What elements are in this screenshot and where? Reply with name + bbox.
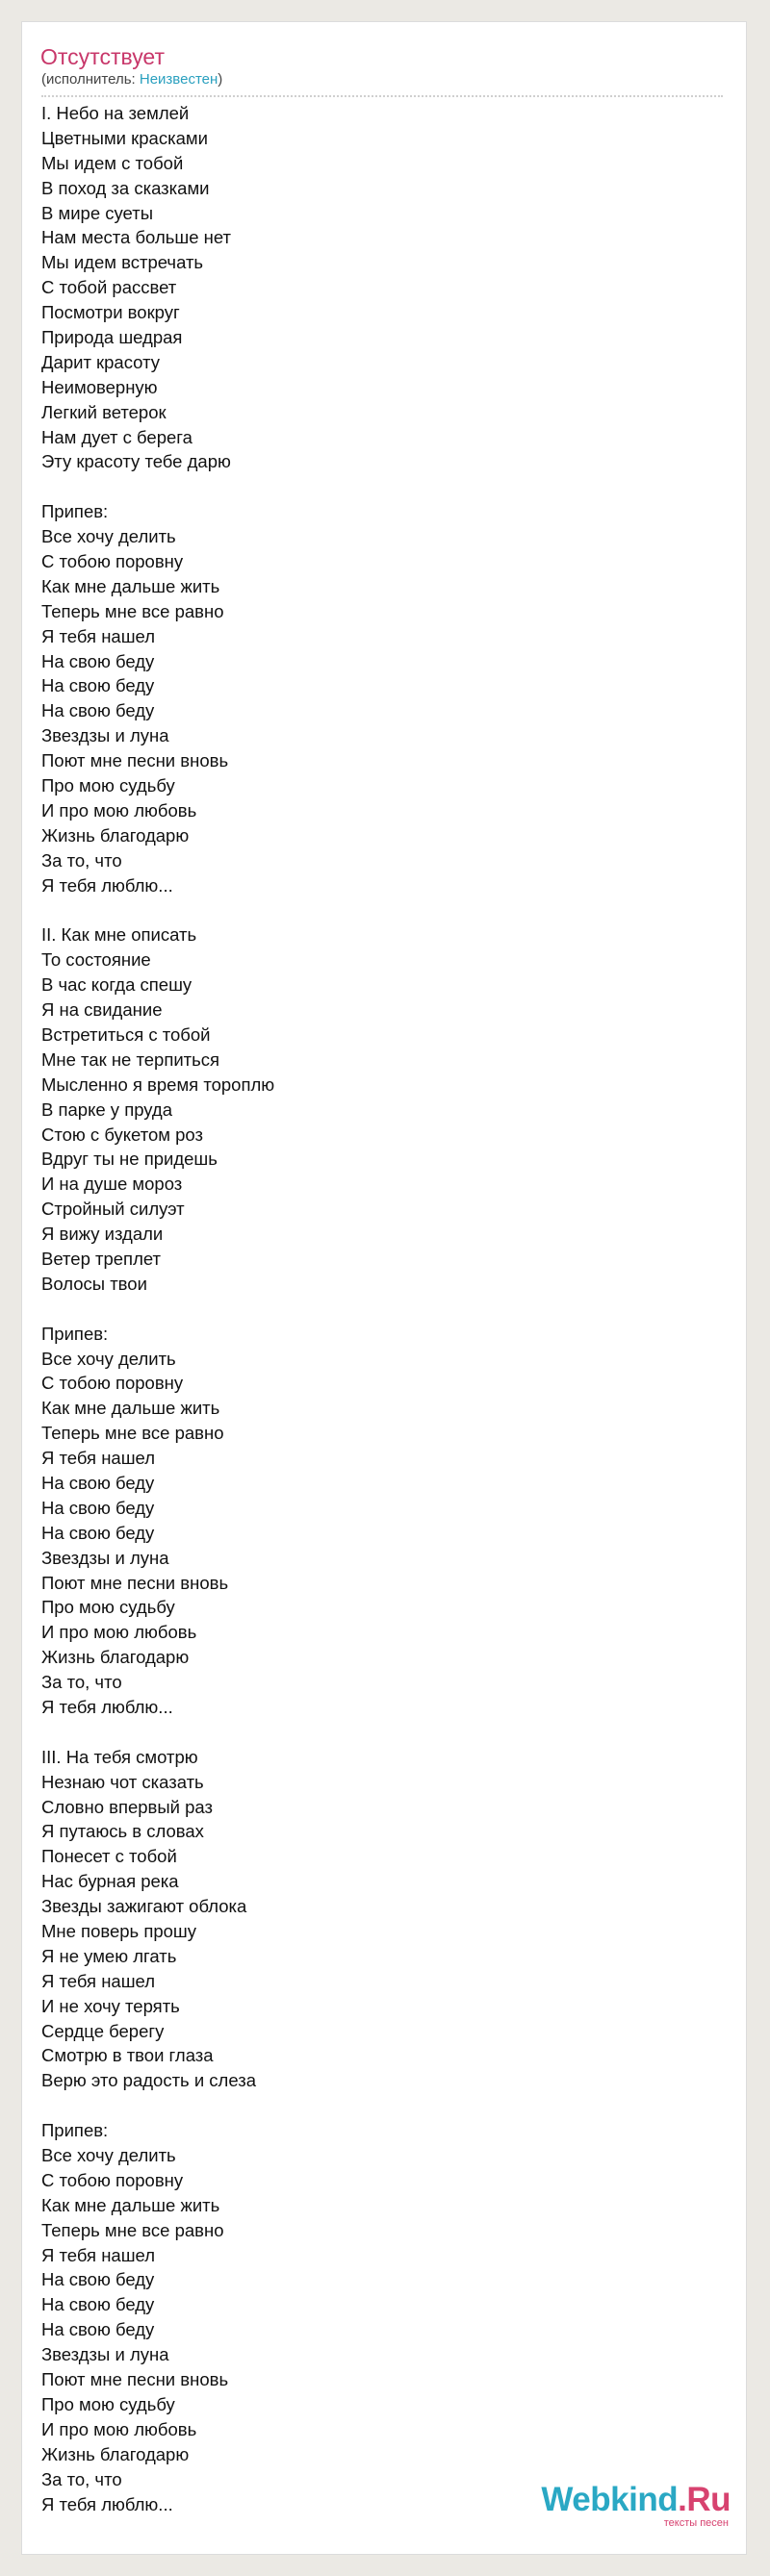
lyric-line: На свою беду xyxy=(41,2269,155,2290)
lyric-line: I. Небо на землей xyxy=(41,103,190,123)
lyric-line: Посмотри вокруг xyxy=(41,302,180,323)
lyric-line: Мне поверь прошу xyxy=(41,1921,197,1942)
lyric-line: Я не умею лгать xyxy=(41,1945,177,1966)
lyric-line: Мы идем с тобой xyxy=(41,152,184,173)
lyric-line: И про мою любовь xyxy=(41,1622,197,1643)
lyric-line: И на душе мороз xyxy=(41,1174,183,1195)
lyric-line: С тобою поровну xyxy=(41,2169,184,2190)
lyric-line: На свою беду xyxy=(41,2294,155,2315)
lyric-line: Незнаю чот сказать xyxy=(41,1771,204,1792)
lyric-line: Волосы твои xyxy=(41,1273,147,1294)
lyric-line: Словно впервый раз xyxy=(41,1796,213,1817)
lyric-line: Встретиться с тобой xyxy=(41,1023,211,1045)
artist-line xyxy=(41,69,222,90)
lyric-line: Звездзы и луна xyxy=(41,725,169,746)
lyric-line: Теперь мне все равно xyxy=(41,600,224,621)
lyric-line: Стройный силуэт xyxy=(41,1199,185,1220)
lyric-line: Эту красоту тебе дарю xyxy=(41,451,231,472)
lyric-line: С тобою поровну xyxy=(41,1373,184,1394)
lyrics-stanza xyxy=(41,101,715,474)
lyric-line: За то, что xyxy=(41,849,122,871)
lyric-line: Жизнь благодарю xyxy=(41,1647,190,1668)
lyric-line: Я тебя люблю... xyxy=(41,2493,173,2514)
lyric-line: Жизнь благодарю xyxy=(41,824,190,846)
lyric-line: За то, что xyxy=(41,2468,122,2489)
divider xyxy=(41,95,723,97)
lyric-line: Звездзы и луна xyxy=(41,2344,169,2365)
site-logo[interactable] xyxy=(541,2483,731,2529)
lyric-line: Как мне дальше жить xyxy=(41,1398,220,1419)
lyric-line: В час когда спешу xyxy=(41,974,192,996)
artist-suffix: ) xyxy=(218,71,223,88)
lyric-line: То состояние xyxy=(41,949,151,971)
lyric-line: Мне так не терпиться xyxy=(41,1048,220,1070)
lyric-line: Я вижу издали xyxy=(41,1224,164,1245)
lyric-line: И про мою любовь xyxy=(41,799,197,821)
lyric-line: Понесет с тобой xyxy=(41,1846,177,1867)
logo-tld: .Ru xyxy=(678,2481,731,2518)
lyric-line: Мы идем встречать xyxy=(41,252,204,273)
lyric-line: Припев: xyxy=(41,501,109,522)
lyric-line: III. На тебя смотрю xyxy=(41,1746,198,1767)
lyric-line: Сердце берегу xyxy=(41,2020,165,2041)
lyric-line: Я тебя нашел xyxy=(41,625,156,646)
lyric-line: Природа шедрая xyxy=(41,327,183,348)
lyrics-stanza xyxy=(41,499,715,897)
logo-tagline: тексты песен xyxy=(663,2517,729,2529)
lyrics-body xyxy=(41,101,715,2541)
lyric-line: Вдруг ты не придешь xyxy=(41,1149,218,1170)
lyric-line: Все хочу делить xyxy=(41,1348,176,1369)
lyric-line: Я тебя нашел xyxy=(41,1448,156,1469)
lyric-line: Все хочу делить xyxy=(41,2145,176,2166)
lyric-line: На свою беду xyxy=(41,650,155,671)
lyric-line: Я тебя нашел xyxy=(41,2244,156,2265)
lyric-line: Про мою судьбу xyxy=(41,1597,175,1618)
lyric-line: Поют мне песни вновь xyxy=(41,2369,229,2390)
lyric-line: На свою беду xyxy=(41,700,155,721)
lyric-line: С тобой рассвет xyxy=(41,277,177,298)
lyric-line: В парке у пруда xyxy=(41,1099,173,1120)
lyric-line: И не хочу терять xyxy=(41,1995,180,2016)
lyric-line: Поют мне песни вновь xyxy=(41,750,229,771)
lyric-line: Я на свидание xyxy=(41,999,163,1021)
lyric-line: II. Как мне описать xyxy=(41,924,197,946)
lyric-line: Поют мне песни вновь xyxy=(41,1572,229,1593)
lyric-line: Теперь мне все равно xyxy=(41,2219,224,2240)
lyric-line: На свою беду xyxy=(41,675,155,696)
lyric-line: Дарит красоту xyxy=(41,351,160,372)
lyric-line: Припев: xyxy=(41,2120,109,2141)
lyric-line: Верю это радость и слеза xyxy=(41,2070,256,2091)
lyric-line: Все хочу делить xyxy=(41,526,176,547)
lyric-line: В мире суеты xyxy=(41,202,153,223)
lyric-line: Смотрю в твои глаза xyxy=(41,2045,214,2066)
lyric-line: Цветными красками xyxy=(41,127,208,148)
lyric-line: На свою беду xyxy=(41,2319,155,2340)
lyric-line: Легкий ветерок xyxy=(41,401,167,422)
lyric-line: Неимоверную xyxy=(41,376,158,397)
lyric-line: Нас бурная река xyxy=(41,1871,179,1892)
lyrics-card xyxy=(21,21,747,2555)
lyric-line: Про мою судьбу xyxy=(41,2393,175,2414)
lyric-line: Нам дует с берега xyxy=(41,426,192,447)
lyric-line: Я тебя нашел xyxy=(41,1970,156,1991)
lyrics-stanza xyxy=(41,2118,715,2516)
lyric-line: Как мне дальше жить xyxy=(41,2194,220,2215)
lyric-line: Я тебя люблю... xyxy=(41,1697,173,1717)
lyric-line: Стою с букетом роз xyxy=(41,1124,203,1145)
lyric-line: Звездзы и луна xyxy=(41,1547,169,1568)
artist-prefix: (исполнитель: xyxy=(41,71,140,88)
lyric-line: Я путаюсь в словах xyxy=(41,1821,204,1842)
lyric-line: За то, что xyxy=(41,1672,122,1693)
lyric-line: С тобою поровну xyxy=(41,551,184,572)
lyrics-stanza xyxy=(41,922,715,1296)
lyric-line: Жизнь благодарю xyxy=(41,2443,190,2464)
lyric-line: Припев: xyxy=(41,1323,109,1344)
lyrics-stanza xyxy=(41,1322,715,1720)
lyric-line: На свою беду xyxy=(41,1522,155,1543)
lyric-line: Как мне дальше жить xyxy=(41,575,220,596)
lyric-line: Теперь мне все равно xyxy=(41,1423,224,1444)
lyric-line: В поход за сказками xyxy=(41,177,210,198)
lyric-line: На свою беду xyxy=(41,1472,155,1493)
lyric-line: И про мою любовь xyxy=(41,2418,197,2439)
artist-link[interactable]: Неизвестен xyxy=(139,71,218,88)
lyrics-stanza xyxy=(41,1745,715,2093)
lyric-line: Ветер треплет xyxy=(41,1248,162,1269)
logo-name: Webkind xyxy=(541,2481,679,2518)
lyric-line: Мысленно я время тороплю xyxy=(41,1073,275,1095)
lyric-line: Про мою судьбу xyxy=(41,775,175,796)
lyric-line: На свою беду xyxy=(41,1497,155,1518)
lyric-line: Я тебя люблю... xyxy=(41,874,173,896)
lyric-line: Звезды зажигают облока xyxy=(41,1896,247,1917)
lyric-line: Нам места больше нет xyxy=(41,227,232,248)
logo-wordmark xyxy=(541,2483,731,2517)
song-title: Отсутствует xyxy=(40,44,165,69)
